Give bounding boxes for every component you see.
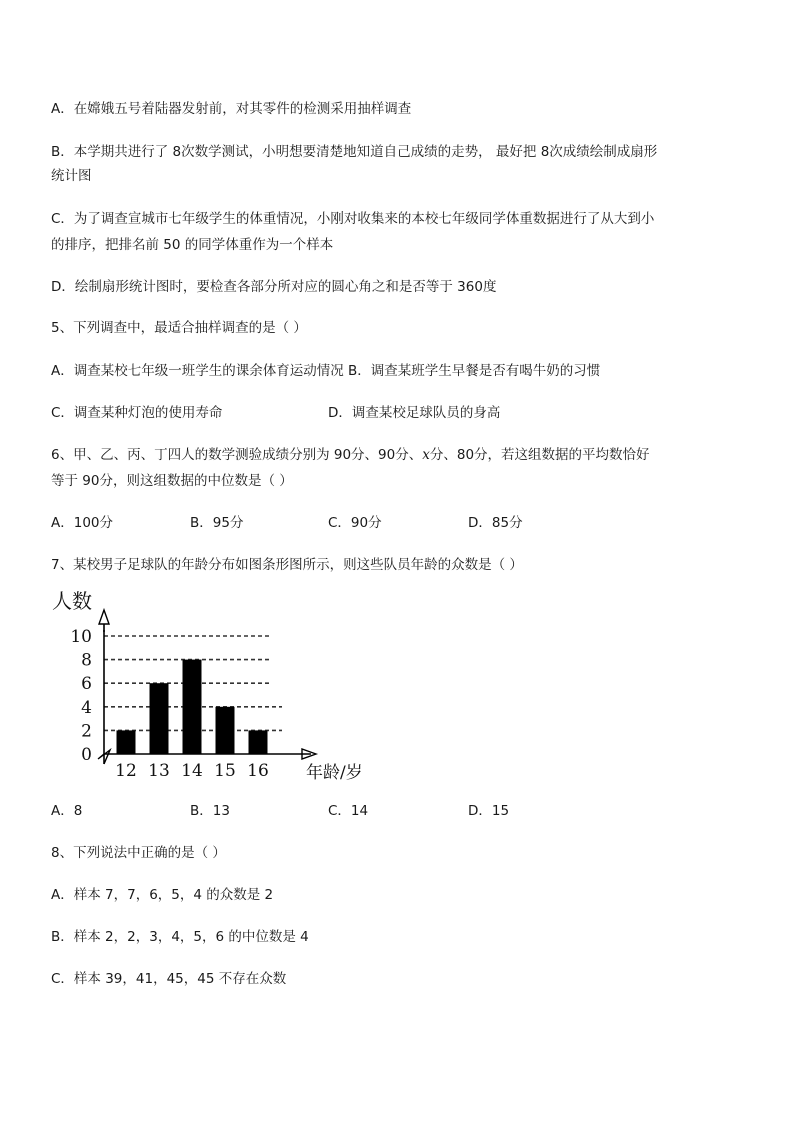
q8-stem: 8、下列说法中正确的是（ ） — [51, 845, 226, 861]
q6-option-b: B．95分 — [190, 515, 244, 531]
bar-age-15 — [216, 707, 235, 754]
y-tick-8: 8 — [81, 650, 92, 671]
bar-age-13 — [150, 683, 169, 754]
q4-option-b-line2: 统计图 — [51, 168, 92, 184]
y-tick-4: 4 — [81, 697, 92, 718]
q7-stem: 7、某校男子足球队的年龄分布如图条形图所示，则这些队员年龄的众数是（ ） — [51, 557, 523, 573]
q5-option-c: C．调查某种灯泡的使用寿命 — [51, 405, 223, 421]
x-tick-labels — [115, 761, 269, 781]
x-tick-15: 15 — [214, 761, 236, 781]
q6-stem-line1 — [51, 446, 650, 464]
q7-option-d: D．15 — [468, 803, 510, 819]
x-axis-label: 年龄/岁 — [306, 763, 363, 783]
x-tick-13: 13 — [148, 761, 170, 781]
q8-option-c: C．样本 39，41，45，45 不存在众数 — [51, 971, 287, 987]
y-axis-label: 人数 — [52, 589, 92, 613]
q8-option-b: B．样本 2，2，3，4，5，6 的中位数是 4 — [51, 929, 309, 945]
q6-stem-part2: 分、80分，若这组数据的平均数恰好 — [429, 447, 650, 463]
x-tick-14: 14 — [181, 761, 203, 781]
q4-option-b-line1: B．本学期共进行了 8次数学测试，小明想要清楚地知道自己成绩的走势， 最好把 8次成绩绘制成扇形 — [51, 144, 658, 160]
q7-option-c: C．14 — [328, 803, 369, 819]
q6-option-a: A．100分 — [51, 515, 114, 531]
q7-option-a: A．8 — [51, 803, 83, 819]
q6-stem-part1: 6、甲、乙、丙、丁四人的数学测验成绩分别为 90分、90分、 — [51, 447, 423, 463]
q5-option-d: D．调查某校足球队员的身高 — [328, 405, 501, 421]
q6-variable-x: x — [422, 447, 430, 463]
x-tick-12: 12 — [115, 761, 137, 781]
q7-option-b: B．13 — [190, 803, 230, 819]
q8-option-a: A．样本 7，7，6，5，4 的众数是 2 — [51, 887, 274, 903]
bar-age-16 — [249, 730, 268, 754]
q6-option-d: D．85分 — [468, 515, 523, 531]
q5-options-ab: A．调查某校七年级一班学生的课余体育运动情况 B．调查某班学生早餐是否有喝牛奶的习惯 — [51, 363, 601, 379]
q4-option-a: A．在嫦娥五号着陆器发射前，对其零件的检测采用抽样调查 — [51, 101, 412, 117]
x-tick-16: 16 — [247, 761, 269, 781]
bar-age-14 — [183, 660, 202, 754]
bar-age-12 — [117, 730, 136, 754]
q4-option-d: D．绘制扇形统计图时，要检查各部分所对应的圆心角之和是否等于 360度 — [51, 279, 497, 295]
y-tick-10: 10 — [70, 627, 92, 647]
q6-stem-line2: 等于 90分，则这组数据的中位数是（ ） — [51, 473, 293, 489]
q4-option-c-line1: C．为了调查宣城市七年级学生的体重情况，小刚对收集来的本校七年级同学体重数据进行了从大到小 — [51, 211, 655, 227]
y-tick-0: 0 — [81, 745, 92, 765]
age-bar-chart — [46, 588, 386, 786]
q6-option-c: C．90分 — [328, 515, 382, 531]
y-axis-arrow — [99, 610, 109, 624]
y-tick-6: 6 — [81, 674, 92, 695]
q5-stem: 5、下列调查中，最适合抽样调查的是（ ） — [51, 320, 307, 336]
y-tick-labels — [70, 627, 92, 765]
q4-option-c-line2: 的排序，把排名前 50 的同学体重作为一个样本 — [51, 237, 334, 253]
y-tick-2: 2 — [81, 721, 92, 742]
